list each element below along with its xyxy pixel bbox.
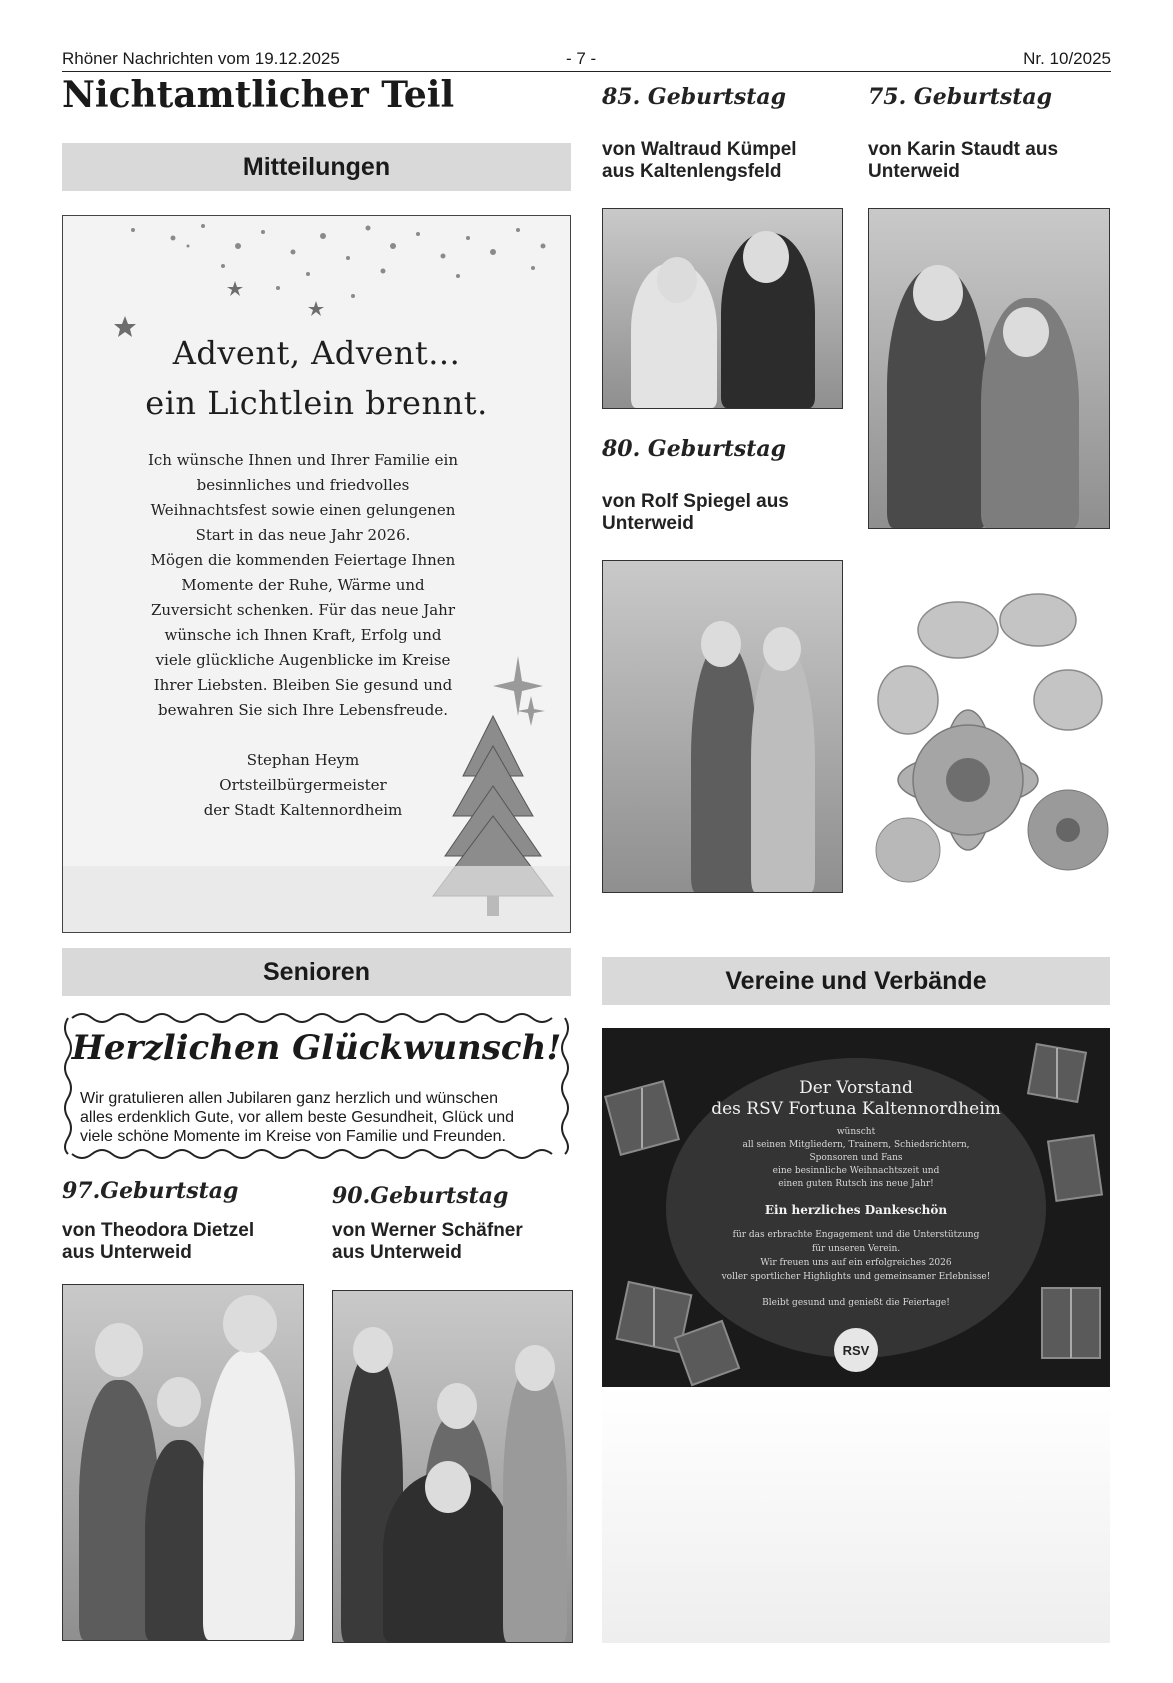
rsv-message-2 [602, 1228, 1110, 1284]
birthday-85-photo [602, 208, 843, 409]
birthday-75-title: 75. Geburtstag [868, 84, 1053, 110]
birthday-97-line: von Theodora Dietzel [62, 1220, 255, 1241]
congratulations-box [62, 1008, 571, 1164]
birthday-97-title: 97.Geburtstag [62, 1178, 239, 1204]
rsv-header [602, 1078, 1110, 1120]
section-header-senioren: Senioren [62, 948, 571, 996]
signature-role: Ortsteilbürgermeister [219, 776, 387, 794]
rsv-message-line: voller sportlicher Highlights und gemeinsamer Erlebnisse! [721, 1272, 991, 1282]
rsv-message-line: Sponsoren und Fans [809, 1153, 903, 1163]
advent-body-line: Momente der Ruhe, Wärme und [181, 576, 425, 594]
advent-body-line: bewahren Sie sich Ihre Lebensfreude. [157, 701, 449, 719]
rsv-message-line: all seinen Mitgliedern, Trainern, Schiedsrichtern, [742, 1140, 970, 1150]
birthday-97-caption [62, 1220, 254, 1264]
advent-body-line: Mögen die kommenden Feiertage Ihnen [150, 551, 456, 569]
rsv-message-line: für das erbrachte Engagement und die Unterstützung [732, 1230, 980, 1240]
birthday-90-caption [332, 1220, 523, 1264]
header-page-number: - 7 - [566, 49, 597, 68]
birthday-85-title: 85. Geburtstag [602, 84, 787, 110]
advent-body-line: Ich wünsche Ihnen und Ihrer Familie ein [147, 451, 459, 469]
flower-illustration [868, 560, 1110, 890]
rsv-card-fade [602, 1387, 1110, 1643]
birthday-97-line: aus Unterweid [62, 1242, 192, 1263]
signature-name: Stephan Heym [246, 751, 360, 769]
advent-body-line: besinnliches und friedvolles [196, 476, 410, 494]
birthday-75-line: von Karin Staudt aus [868, 139, 1059, 160]
birthday-75-caption [868, 139, 1058, 183]
birthday-85-line: aus Kaltenlengsfeld [602, 161, 782, 182]
birthday-85-line: von Waltraud Kümpel [602, 139, 797, 160]
birthday-90-line: aus Unterweid [332, 1242, 462, 1263]
rsv-greeting-card [602, 1028, 1110, 1387]
rsv-message-line: eine besinnliche Weihnachtszeit und [772, 1166, 940, 1176]
advent-greeting-card [62, 215, 571, 933]
rsv-closing: Bleibt gesund und genießt die Feiertage! [762, 1298, 950, 1308]
header-publication: Rhöner Nachrichten vom 19.12.2025 [62, 49, 340, 68]
section-header-mitteilungen: Mitteilungen [62, 143, 571, 191]
rsv-message-line: für unseren Verein. [811, 1244, 901, 1254]
rsv-logo: RSV [834, 1328, 878, 1372]
advent-body-line: viele glückliche Augenblicke im Kreise [155, 651, 451, 669]
birthday-80-caption [602, 491, 789, 535]
advent-body-line: wünsche ich Ihnen Kraft, Erfolg und [164, 626, 442, 644]
birthday-97-photo [62, 1284, 304, 1641]
header-issue: Nr. 10/2025 [1023, 49, 1111, 68]
birthday-90-title: 90.Geburtstag [332, 1183, 509, 1209]
page-title: Nichtamtlicher Teil [62, 74, 455, 116]
birthday-80-line: Unterweid [602, 513, 694, 534]
rsv-message-line: einen guten Rutsch ins neue Jahr! [778, 1179, 934, 1189]
rsv-message-line: wünscht [836, 1127, 876, 1137]
birthday-90-line: von Werner Schäfner [332, 1220, 523, 1241]
congratulations-line: viele schöne Momente im Kreise von Familie und Freunden. [80, 1128, 506, 1145]
rsv-message-line: Wir freuen uns auf ein erfolgreiches 2026 [760, 1258, 952, 1268]
signature-town: der Stadt Kaltennordheim [203, 801, 403, 819]
advent-body [123, 448, 483, 823]
section-header-vereine: Vereine und Verbände [602, 957, 1110, 1005]
advent-body-line: Ihrer Liebsten. Bleiben Sie gesund und [153, 676, 453, 694]
congratulations-line: alles erdenklich Gute, vor allem beste Gesundheit, Glück und [80, 1109, 515, 1126]
birthday-90-photo [332, 1290, 573, 1643]
advent-title-line1: Advent, Advent... [172, 334, 461, 372]
rsv-thanks: Ein herzliches Dankeschön [764, 1203, 948, 1217]
birthday-75-photo [868, 208, 1110, 529]
congratulations-title: Herzlichen Glückwunsch! [71, 1028, 562, 1068]
rsv-line2: des RSV Fortuna Kaltennordheim [711, 1099, 1001, 1119]
advent-body-line: Zuversicht schenken. Für das neue Jahr [150, 601, 456, 619]
birthday-75-line: Unterweid [868, 161, 960, 182]
congratulations-text [80, 1089, 560, 1146]
birthday-80-line: von Rolf Spiegel aus [602, 491, 789, 512]
rsv-line1: Der Vorstand [799, 1078, 913, 1098]
advent-body-line: Start in das neue Jahr 2026. [195, 526, 411, 544]
birthday-80-photo [602, 560, 843, 893]
rsv-message [602, 1126, 1110, 1191]
congratulations-line: Wir gratulieren allen Jubilaren ganz herzlich und wünschen [80, 1090, 499, 1107]
birthday-85-caption [602, 139, 797, 183]
advent-title-line2: ein Lichtlein brennt. [145, 384, 488, 422]
header-divider [62, 71, 1111, 72]
advent-body-line: Weihnachtsfest sowie einen gelungenen [150, 501, 456, 519]
birthday-80-title: 80. Geburtstag [602, 436, 787, 462]
